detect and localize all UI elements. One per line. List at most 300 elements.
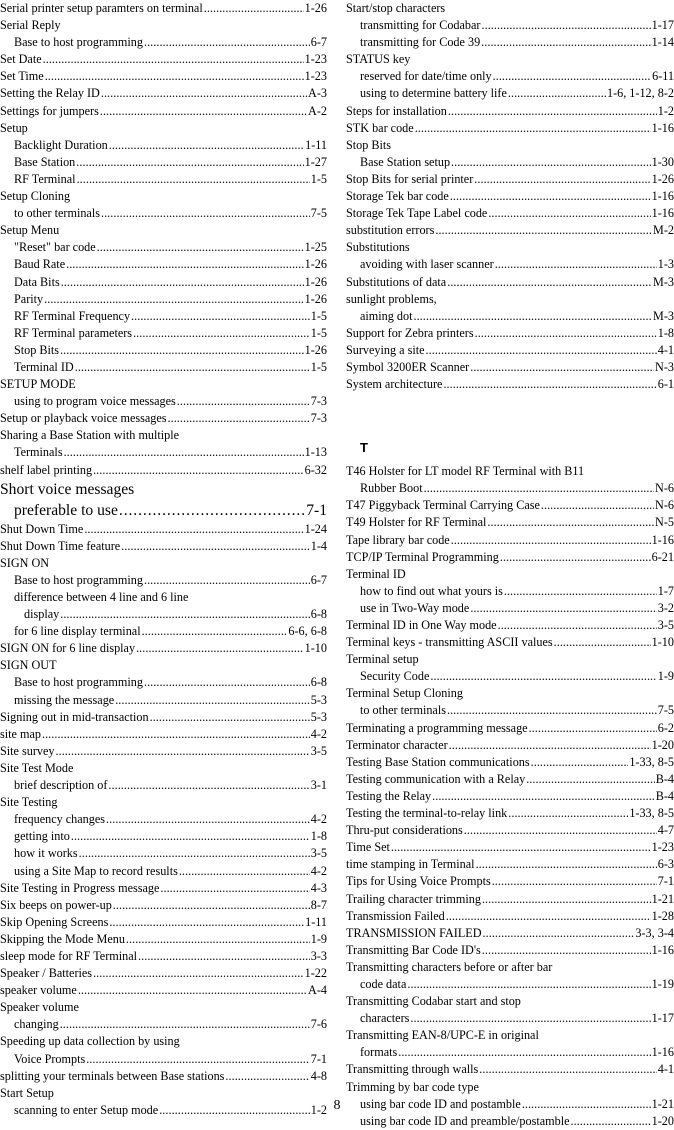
index-entry	[346, 17, 674, 34]
index-term: Testing Base Station communications	[346, 754, 530, 769]
index-term: Base to host programming	[14, 572, 143, 587]
index-term: brief description of	[14, 778, 108, 793]
dot-leader	[77, 171, 310, 188]
index-entry	[0, 982, 327, 999]
index-term: Set Time	[0, 69, 44, 84]
dot-leader	[426, 342, 657, 359]
index-term: Tape library bar code	[346, 532, 450, 547]
index-term: Skip Opening Screens	[0, 914, 109, 929]
index-entry	[0, 0, 327, 17]
dot-leader	[413, 308, 652, 325]
index-term: Site survey	[0, 743, 55, 758]
dot-leader	[177, 393, 310, 410]
page-reference: 1-16	[651, 942, 674, 957]
index-entry	[346, 566, 674, 583]
index-entry	[346, 463, 674, 480]
dot-leader	[443, 376, 656, 393]
index-term: Surveying a site	[346, 342, 425, 357]
index-entry	[346, 702, 674, 719]
index-term: Trimming by bar code type	[346, 1079, 479, 1094]
page-reference: 4-8	[310, 1068, 327, 1083]
page-reference: 6-3	[657, 857, 674, 872]
dot-leader	[45, 68, 304, 85]
index-term: Base to host programming	[14, 675, 143, 690]
dot-leader	[504, 583, 657, 600]
index-entry	[346, 532, 674, 549]
index-entry	[0, 538, 327, 555]
page-reference: 1-23	[651, 840, 674, 855]
dot-leader	[410, 1010, 650, 1027]
index-entry	[0, 51, 327, 68]
dot-leader	[113, 897, 310, 914]
page-reference: 1-2	[657, 103, 674, 118]
index-term: SETUP MODE	[0, 377, 76, 392]
page-reference: 1-16	[651, 120, 674, 135]
page-reference: 7-5	[310, 206, 327, 221]
index-term: Shut Down Time	[0, 521, 84, 536]
index-entry	[346, 222, 674, 239]
index-term: Speeding up data collection by using	[0, 1034, 180, 1049]
index-term: Speaker / Batteries	[0, 966, 93, 981]
page-reference: 1-5	[310, 308, 327, 323]
page-reference: 1-30	[651, 154, 674, 169]
index-term: SIGN ON for 6 line display	[0, 641, 136, 656]
index-spacer	[346, 393, 674, 433]
index-entry	[346, 908, 674, 925]
index-entry	[0, 965, 327, 982]
dot-leader	[108, 777, 309, 794]
dot-leader	[449, 737, 651, 754]
index-column-right	[346, 0, 674, 1130]
page-reference: 3-3	[310, 948, 327, 963]
dot-leader	[483, 925, 635, 942]
index-term: TCP/IP Terminal Programming	[346, 549, 499, 564]
index-term: Terminal ID	[346, 566, 406, 581]
page-reference: 7-5	[657, 703, 674, 718]
index-entry	[0, 376, 327, 393]
index-term: Parity	[14, 291, 44, 306]
dot-leader	[398, 1044, 650, 1061]
index-entry	[346, 788, 674, 805]
index-term: getting into	[14, 829, 70, 844]
index-entry	[0, 427, 327, 444]
page-reference: 6-1	[657, 377, 674, 392]
index-entry	[0, 393, 327, 410]
index-entry	[0, 606, 327, 623]
dot-leader	[541, 497, 654, 514]
index-term: RF Terminal Frequency	[14, 308, 131, 323]
dot-leader	[60, 342, 304, 359]
index-entry	[0, 205, 327, 222]
page-reference: 1-22	[304, 966, 327, 981]
index-term: Testing the Relay	[346, 788, 432, 803]
index-entry	[346, 549, 674, 566]
index-term: Start/stop characters	[346, 1, 446, 15]
index-term: changing	[14, 1017, 59, 1032]
index-entry	[346, 839, 674, 856]
page-reference: 1-16	[651, 532, 674, 547]
index-entry	[346, 822, 674, 839]
index-entry	[346, 651, 674, 668]
dot-leader	[447, 702, 657, 719]
index-entry	[0, 291, 327, 308]
index-entry	[0, 743, 327, 760]
dot-leader	[482, 942, 651, 959]
index-term: Substitutions of data	[346, 274, 447, 289]
index-term: transmitting for Codabar	[360, 18, 481, 33]
dot-leader	[44, 291, 304, 308]
index-entry	[346, 359, 674, 376]
index-entry	[346, 771, 674, 788]
index-term: Terminal keys - transmitting ASCII values	[346, 635, 553, 650]
page-reference: 1-8	[310, 829, 327, 844]
page-reference: 3-5	[310, 846, 327, 861]
dot-leader	[474, 171, 650, 188]
page-reference: 6-7	[310, 572, 327, 587]
index-term: STK bar code	[346, 120, 414, 135]
page-reference: 1-5	[310, 359, 327, 374]
index-term: Support for Zebra printers	[346, 325, 474, 340]
index-term: Serial Reply	[0, 18, 61, 33]
page-reference: 1-17	[651, 1011, 674, 1026]
index-term: Setup Cloning	[0, 189, 71, 204]
index-entry	[346, 1027, 674, 1044]
index-entry	[0, 17, 327, 34]
page-reference: M-3	[653, 308, 674, 323]
page-reference: 1-13	[304, 445, 327, 460]
index-term: how to find out what yours is	[360, 583, 503, 598]
page-reference: 4-2	[310, 812, 327, 827]
index-term: Thru-put considerations	[346, 823, 463, 838]
page-reference: B-4	[655, 771, 674, 786]
index-term: Stop Bits for serial printer	[346, 171, 474, 186]
page-reference: 7-1	[657, 874, 674, 889]
index-term: to other terminals	[14, 206, 100, 221]
index-term: Storage Tek bar code	[346, 189, 449, 204]
dot-leader	[482, 17, 651, 34]
index-entry	[346, 754, 674, 771]
dot-leader	[64, 444, 304, 461]
index-term: how it works	[14, 846, 78, 861]
dot-leader	[78, 982, 307, 999]
index-entry	[0, 657, 327, 674]
dot-leader	[109, 137, 304, 154]
dot-leader	[554, 634, 651, 651]
index-term: to other terminals	[360, 703, 446, 718]
index-column-left	[0, 0, 327, 1119]
index-entry	[346, 668, 674, 685]
index-entry	[0, 308, 327, 325]
index-entry	[0, 274, 327, 291]
index-entry	[0, 777, 327, 794]
dot-leader	[56, 743, 310, 760]
dot-leader	[42, 726, 310, 743]
index-entry	[346, 308, 674, 325]
index-entry	[0, 1068, 327, 1085]
dot-leader	[529, 720, 657, 737]
index-term: using bar code ID and postamble	[360, 1096, 521, 1111]
dot-leader	[500, 549, 651, 566]
dot-leader	[93, 462, 304, 479]
page-reference: A-3	[308, 86, 327, 101]
dot-leader	[446, 908, 651, 925]
page-reference: 1-8	[657, 325, 674, 340]
index-term: use in Two-Way mode	[360, 600, 470, 615]
index-term: Signing out in mid-transaction	[0, 709, 149, 724]
page-reference: 1-3	[657, 257, 674, 272]
index-entry	[346, 85, 674, 102]
dot-leader	[144, 674, 310, 691]
page-reference: 6-8	[310, 675, 327, 690]
page-reference: 1-25	[304, 240, 327, 255]
index-term: avoiding with laser scanner	[360, 257, 494, 272]
page-reference: N-5	[655, 515, 674, 530]
index-entry	[0, 914, 327, 931]
page-reference: 1-6, 1-12, 8-2	[606, 86, 674, 101]
index-term: aiming dot	[360, 308, 413, 323]
index-entry	[0, 863, 327, 880]
index-entry	[346, 1061, 674, 1078]
index-term: Baud Rate	[14, 257, 66, 272]
index-entry	[0, 256, 327, 273]
index-term: Transmitting Codabar start and stop	[346, 994, 521, 1009]
index-entry	[346, 291, 674, 308]
index-entry	[346, 942, 674, 959]
index-entry	[346, 120, 674, 137]
index-term: Transmitting EAN-8/UPC-E in original	[346, 1028, 539, 1043]
dot-leader	[93, 965, 304, 982]
page-reference: A-2	[308, 103, 327, 118]
dot-leader	[144, 572, 310, 589]
index-entry	[346, 171, 674, 188]
index-term: Terminating a programming message	[346, 720, 528, 735]
page-reference: 1-11	[305, 914, 327, 929]
index-term: Testing communication with a Relay	[346, 771, 526, 786]
index-term: "Reset" bar code	[14, 240, 96, 255]
index-term: using to program voice messages	[14, 394, 176, 409]
page-reference: 1-10	[651, 635, 674, 650]
dot-leader	[121, 538, 310, 555]
index-entry	[0, 137, 327, 154]
index-term: T	[360, 440, 368, 456]
dot-leader	[391, 839, 651, 856]
page-reference: 1-27	[304, 154, 327, 169]
dot-leader	[475, 325, 657, 342]
index-entry	[346, 325, 674, 342]
index-entry	[0, 726, 327, 743]
index-term: transmitting for Code 39	[360, 35, 481, 50]
dot-leader	[119, 500, 305, 521]
dot-leader	[43, 51, 304, 68]
page-reference: 3-1	[310, 778, 327, 793]
page-number: 8	[333, 1098, 341, 1113]
dot-leader	[179, 863, 310, 880]
page-reference: 1-10	[304, 641, 327, 656]
page-reference: 3-5	[310, 743, 327, 758]
page-reference: 7-3	[310, 411, 327, 426]
page-reference: 6-6, 6-8	[288, 624, 327, 639]
index-term: Setup or playback voice messages	[0, 411, 167, 426]
index-entry	[346, 583, 674, 600]
index-term: Tips for Using Voice Prompts	[346, 874, 491, 889]
dot-leader	[487, 514, 654, 531]
dot-leader	[150, 709, 310, 726]
index-term: SIGN OUT	[0, 658, 57, 673]
page-reference: M-2	[653, 223, 674, 238]
page-reference: 7-1	[306, 501, 327, 519]
index-entry	[346, 720, 674, 737]
index-entry	[0, 845, 327, 862]
index-entry	[346, 497, 674, 514]
index-term: Voice Prompts	[14, 1051, 86, 1066]
index-term: missing the message	[14, 692, 115, 707]
index-entry	[346, 103, 674, 120]
index-term: Speaker volume	[0, 1000, 79, 1015]
index-term: site map	[0, 726, 41, 741]
dot-leader	[133, 325, 310, 342]
dot-leader	[476, 856, 657, 873]
page-reference: 1-16	[651, 1045, 674, 1060]
index-entry	[346, 891, 674, 908]
index-term: scanning to enter Setup mode	[14, 1102, 159, 1117]
dot-leader	[109, 914, 304, 931]
index-entry	[346, 1079, 674, 1096]
index-term: reserved for date/time only	[360, 69, 492, 84]
index-entry	[346, 805, 674, 822]
index-term: Sharing a Base Station with multiple	[0, 428, 180, 443]
page-reference: 1-20	[651, 737, 674, 752]
dot-leader	[430, 668, 656, 685]
dot-leader	[76, 154, 303, 171]
index-entry	[0, 674, 327, 691]
page-reference: 1-5	[310, 325, 327, 340]
page-reference: B-4	[655, 788, 674, 803]
index-entry	[346, 274, 674, 291]
index-term: Time Set	[346, 840, 390, 855]
index-term: Security Code	[360, 669, 430, 684]
index-entry	[346, 993, 674, 1010]
index-term: Terminal setup	[346, 652, 419, 667]
page-reference: 1-2	[310, 1102, 327, 1117]
index-term: Base Station setup	[360, 154, 451, 169]
index-entry	[346, 514, 674, 531]
index-term: speaker volume	[0, 983, 77, 998]
page-reference: N-6	[655, 498, 674, 513]
dot-leader	[75, 359, 310, 376]
page-reference: 1-20	[651, 1113, 674, 1128]
dot-leader	[71, 828, 310, 845]
dot-leader	[126, 931, 310, 948]
index-term: RF Terminal parameters	[14, 325, 133, 340]
index-term: Stop Bits	[14, 342, 60, 357]
page-reference: 4-1	[657, 342, 674, 357]
index-entry	[346, 976, 674, 993]
index-entry	[346, 873, 674, 890]
dot-leader	[451, 154, 651, 171]
index-term: preferable to use	[14, 501, 118, 519]
dot-leader	[168, 410, 310, 427]
page-reference: 7-6	[310, 1017, 327, 1032]
index-entry	[0, 999, 327, 1016]
page-reference: 1-23	[304, 52, 327, 67]
index-term: Terminal Setup Cloning	[346, 686, 463, 701]
dot-leader	[493, 68, 651, 85]
page-reference: 7-3	[310, 394, 327, 409]
dot-leader	[131, 308, 310, 325]
page-reference: 1-19	[651, 976, 674, 991]
index-term: Stop Bits	[346, 137, 392, 152]
dot-leader	[424, 480, 654, 497]
page-reference: N-3	[655, 359, 674, 374]
index-term: Substitutions	[346, 240, 410, 255]
index-term: Serial printer setup paramters on terminal	[0, 1, 203, 15]
page-reference: 1-16	[651, 189, 674, 204]
dot-leader	[160, 880, 309, 897]
dot-leader	[100, 103, 307, 120]
dot-leader	[508, 805, 628, 822]
dot-leader	[495, 256, 657, 273]
page-reference: 3-2	[657, 600, 674, 615]
index-term: Testing the terminal-to-relay link	[346, 806, 508, 821]
page-reference: 1-28	[651, 908, 674, 923]
index-term: Site Testing	[0, 795, 58, 810]
dot-leader	[60, 606, 310, 623]
dot-leader	[415, 120, 651, 137]
index-entry	[0, 623, 327, 640]
index-term: Six beeps on power-up	[0, 897, 112, 912]
index-term: Transmitting characters before or after bar	[346, 959, 553, 974]
index-entry	[346, 205, 674, 222]
dot-leader	[79, 845, 310, 862]
index-term: difference between 4 line and 6 line	[14, 590, 189, 604]
index-entry	[346, 0, 674, 17]
index-entry	[0, 171, 327, 188]
index-entry	[346, 239, 674, 256]
page-reference: M-3	[653, 274, 674, 289]
index-entry	[0, 640, 327, 657]
index-entry	[346, 376, 674, 393]
page-reference: 6-21	[651, 549, 674, 564]
dot-leader	[60, 1016, 310, 1033]
index-term: display	[24, 607, 60, 622]
index-term: frequency changes	[14, 812, 106, 827]
dot-leader	[470, 359, 654, 376]
dot-leader	[450, 188, 651, 205]
index-entry	[0, 239, 327, 256]
page-reference: 1-16	[651, 206, 674, 221]
index-term: using bar code ID and preamble/postamble	[360, 1113, 570, 1128]
index-entry	[0, 572, 327, 589]
page-reference: 1-26	[304, 257, 327, 272]
index-entry	[346, 600, 674, 617]
index-entry	[0, 931, 327, 948]
index-entry	[0, 897, 327, 914]
index-term: SIGN ON	[0, 555, 50, 570]
index-entry	[0, 462, 327, 479]
index-term: T49 Holster for RF Terminal	[346, 515, 487, 530]
dot-leader	[97, 239, 304, 256]
index-term: Transmitting through walls	[346, 1062, 479, 1077]
page-reference: 8-7	[310, 897, 327, 912]
dot-leader	[138, 948, 310, 965]
index-term: Terminal ID	[14, 359, 74, 374]
index-term: Skipping the Mode Menu	[0, 931, 125, 946]
dot-leader	[526, 771, 655, 788]
index-entry	[346, 1113, 674, 1130]
dot-leader	[84, 521, 303, 538]
index-entry	[0, 154, 327, 171]
dot-leader	[86, 1051, 310, 1068]
